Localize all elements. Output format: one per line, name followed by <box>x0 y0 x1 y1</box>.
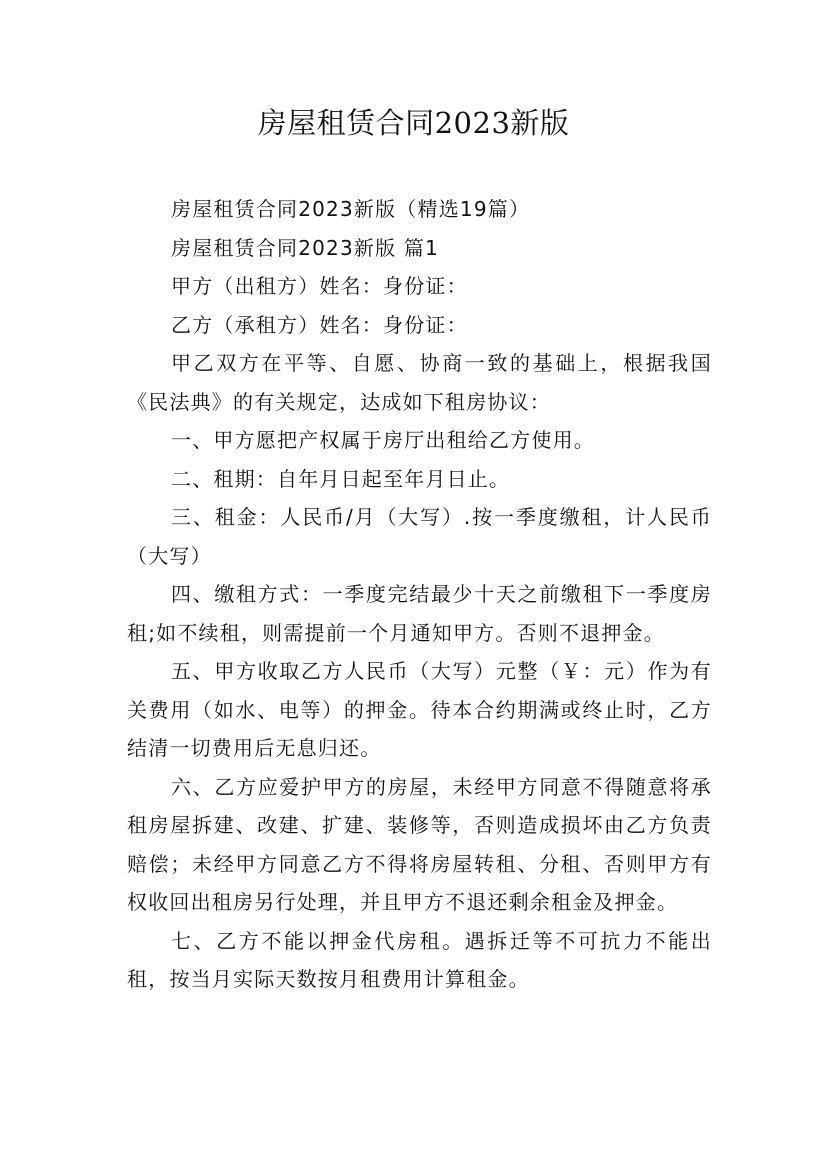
paragraph-clause-3: 三、租金：人民币/月（大写）.按一季度缴租，计人民币（大写） <box>127 505 712 568</box>
paragraph-clause-2: 二、租期：自年月日起至年月日止。 <box>171 466 511 491</box>
paragraph-clause-1: 一、甲方愿把产权属于房厅出租给乙方使用。 <box>171 428 595 452</box>
paragraph-subtitle: 房屋租赁合同2023新版（精选19篇） <box>171 197 531 221</box>
paragraph-clause-4: 四、缴租方式：一季度完结最少十天之前缴租下一季度房租;如不续租，则需提前一个月通知甲方。否则不退押金。 <box>127 582 712 645</box>
document-body <box>127 190 712 999</box>
paragraph-party-b: 乙方（承租方）姓名：身份证： <box>171 312 468 337</box>
paragraph-section-heading: 房屋租赁合同2023新版 篇1 <box>171 235 439 260</box>
paragraph-preamble: 甲乙双方在平等、自愿、协商一致的基础上，根据我国《民法典》的有关规定，达成如下租房协议： <box>127 351 712 414</box>
paragraph-clause-5: 五、甲方收取乙方人民币（大写）元整（￥：元）作为有关费用（如水、电等）的押金。待本合约期满或终止时，乙方结清一切费用后无息归还。 <box>127 659 712 760</box>
paragraph-party-a: 甲方（出租方）姓名：身份证： <box>171 274 468 298</box>
paragraph-clause-6: 六、乙方应爱护甲方的房屋，未经甲方同意不得随意将承租房屋拆建、改建、扩建、装修等，否则造成损坏由乙方负责赔偿；未经甲方同意乙方不得将房屋转租、分租、否则甲方有权收回出租房另行处理，并且甲方不退还剩余租金及押金。 <box>127 774 712 914</box>
paragraph-clause-7: 七、乙方不能以押金代房租。遇拆迁等不可抗力不能出租，按当月实际天数按月租费用计算租金。 <box>127 928 712 991</box>
document-title: 房屋租赁合同2023新版 <box>257 106 570 140</box>
